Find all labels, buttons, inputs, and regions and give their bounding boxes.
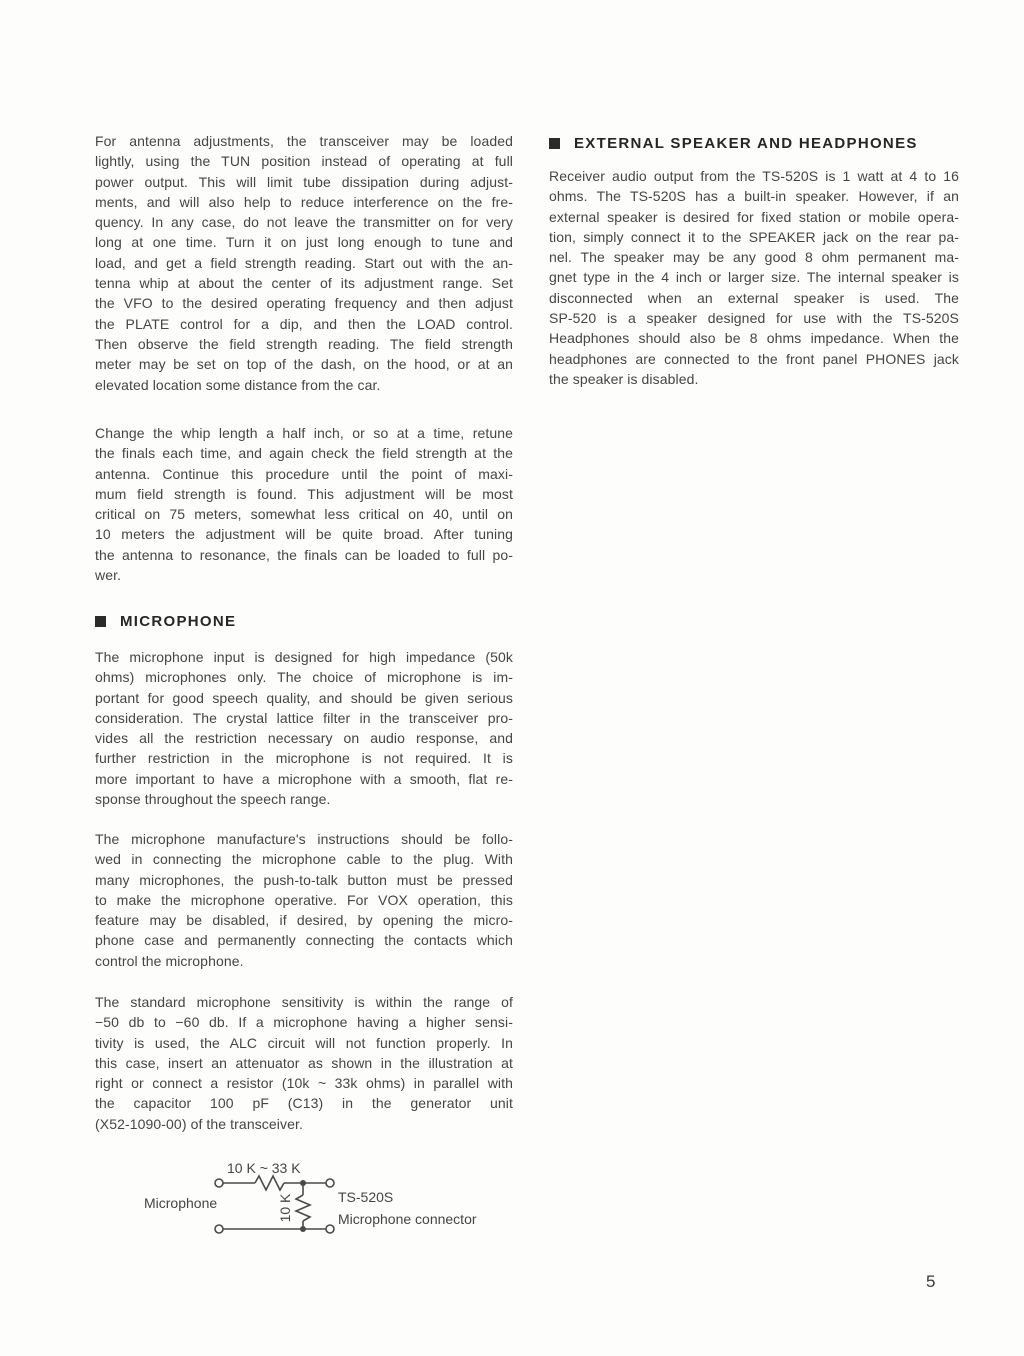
text-line: the speaker is disabled. [549, 370, 699, 387]
text-line: For antenna adjustments, the transceiver may be loaded [95, 133, 513, 149]
text-line: consideration. The crystal lattice filter in the transceiver pro- [95, 709, 513, 726]
text-line: wer. [95, 567, 122, 584]
text-line: tenna whip at about the center of its adjustment range. Set [95, 275, 513, 292]
terminal-circle [326, 1179, 334, 1187]
text-line: elevated location some distance from the car. [95, 376, 381, 393]
text-line: mum field strength is found. This adjustment will be most [95, 485, 513, 502]
text-line: sponse throughout the speech range. [95, 791, 331, 808]
text-line: feature may be disabled, if desired, by opening the micro- [95, 912, 513, 929]
connector-label-name: Microphone connector [338, 1211, 477, 1227]
text-line: more important to have a microphone with a smooth, flat re- [95, 770, 513, 787]
text-line: long at one time. Turn it on just long enough to tune and [95, 234, 513, 251]
junction-dot [300, 1180, 306, 1186]
text-line: Receiver audio output from the TS-520S is 1 watt at 4 to 16 [549, 168, 959, 184]
square-bullet-icon [95, 616, 106, 627]
text-line: the PLATE control for a dip, and then the LOAD control. [95, 315, 513, 332]
text-line: further restriction in the microphone is not required. It is [95, 750, 513, 767]
square-bullet-icon [549, 138, 560, 149]
text-line: right or connect a resistor (10k ~ 33k ohms) in parallel with [95, 1075, 513, 1092]
text-line: The microphone input is designed for high impedance (50k [95, 649, 513, 665]
text-line: headphones are connected to the front panel PHONES jack [549, 350, 959, 367]
microphone-label: Microphone [144, 1195, 218, 1211]
text-line: the antenna to resonance, the finals can be loaded to full po- [95, 546, 513, 563]
text-line: (X52-1090-00) of the transceiver. [95, 1115, 303, 1132]
text-line: tivity is used, the ALC circuit will not function properly. In [95, 1034, 513, 1051]
junction-dot [300, 1226, 306, 1232]
text-line: vides all the restriction necessary on audio response, and [95, 730, 513, 747]
text-line: quency. In any case, do not leave the transmitter on for very [95, 214, 513, 231]
text-line: SP-520 is a speaker designed for use with the TS-520S [549, 310, 959, 327]
text-line: power output. This will limit tube dissipation during adjust- [95, 173, 513, 190]
text-line: critical on 75 meters, somewhat less critical on 40, until on [95, 506, 513, 523]
text-line: the finals each time, and again check the field strength at the [95, 445, 513, 462]
text-line: Change the whip length a half inch, or so at a time, retune [95, 425, 513, 441]
text-line: many microphones, the push-to-talk button must be pressed [95, 871, 513, 888]
page-number: 5 [926, 1272, 936, 1291]
text-line: Headphones should also be 8 ohms impedance. When the [549, 330, 959, 347]
section-heading-microphone [95, 613, 236, 630]
paragraph-microphone-input [95, 647, 513, 809]
text-line: wed in connecting the microphone cable to the plug. With [95, 851, 513, 868]
text-line: this case, insert an attenuator as shown in the illustration at [95, 1054, 513, 1071]
text-line: meter may be set on top of the dash, on the hood, or at an [95, 356, 513, 373]
text-line: nel. The speaker may be any good 8 ohm permanent ma- [549, 249, 959, 266]
shunt-resistor [296, 1195, 310, 1221]
section-heading-label: MICROPHONE [120, 613, 237, 630]
paragraph-antenna-adjustments [95, 131, 513, 395]
shunt-resistor-label: 10 K [277, 1193, 293, 1223]
terminal-circle [215, 1179, 223, 1187]
text-line: ohms. The TS-520S has a built-in speaker. However, if an [549, 188, 959, 205]
text-line: disconnected when an external speaker is used. The [549, 289, 959, 306]
text-line: ohms) microphones only. The choice of microphone is im- [95, 669, 513, 686]
section-heading-external-speaker [549, 135, 918, 152]
text-line: The standard microphone sensitivity is within the range of [95, 994, 513, 1010]
text-line: external speaker is desired for fixed station or mobile opera- [549, 208, 959, 225]
text-line: lightly, using the TUN position instead of operating at full [95, 153, 513, 170]
paragraph-whip-length [95, 423, 513, 585]
text-line: to make the microphone operative. For VOX operation, this [95, 891, 513, 908]
series-resistor [255, 1176, 284, 1190]
text-line: tion, simply connect it to the SPEAKER jack on the rear pa- [549, 228, 959, 245]
text-line: the VFO to the desired operating frequency and then adjust [95, 295, 513, 312]
text-line: load, and get a field strength reading. Start out with the an- [95, 254, 513, 271]
series-resistor-label: 10 K ~ 33 K [227, 1160, 301, 1176]
text-line: phone case and permanently connecting the contacts which [95, 932, 513, 949]
text-line: ments, and will also help to reduce interference on the fre- [95, 193, 513, 210]
text-line: Then observe the field strength reading. The field strength [95, 335, 513, 352]
section-heading-label: EXTERNAL SPEAKER AND HEADPHONES [574, 135, 918, 152]
terminal-circle [215, 1225, 223, 1233]
text-line: antenna. Continue this procedure until the point of maxi- [95, 465, 513, 482]
attenuator-circuit-diagram [130, 1150, 510, 1265]
paragraph-receiver-audio [549, 166, 959, 389]
paragraph-microphone-wiring [95, 829, 513, 971]
text-line: 10 meters the adjustment will be quite broad. After tuning [95, 526, 513, 543]
text-line: the capacitor 100 pF (C13) in the generator unit [95, 1095, 513, 1112]
text-line: gnet type in the 4 inch or larger size. The internal speaker is [549, 269, 959, 286]
connector-label-model: TS-520S [338, 1189, 394, 1205]
text-line: control the microphone. [95, 952, 244, 969]
terminal-circle [326, 1225, 334, 1233]
text-line: portant for good speech quality, and should be given serious [95, 689, 513, 706]
paragraph-microphone-sensitivity [95, 992, 513, 1134]
text-line: The microphone manufacture's instructions should be follo- [95, 831, 513, 847]
text-line: −50 db to −60 db. If a microphone having a higher sensi- [95, 1014, 513, 1031]
